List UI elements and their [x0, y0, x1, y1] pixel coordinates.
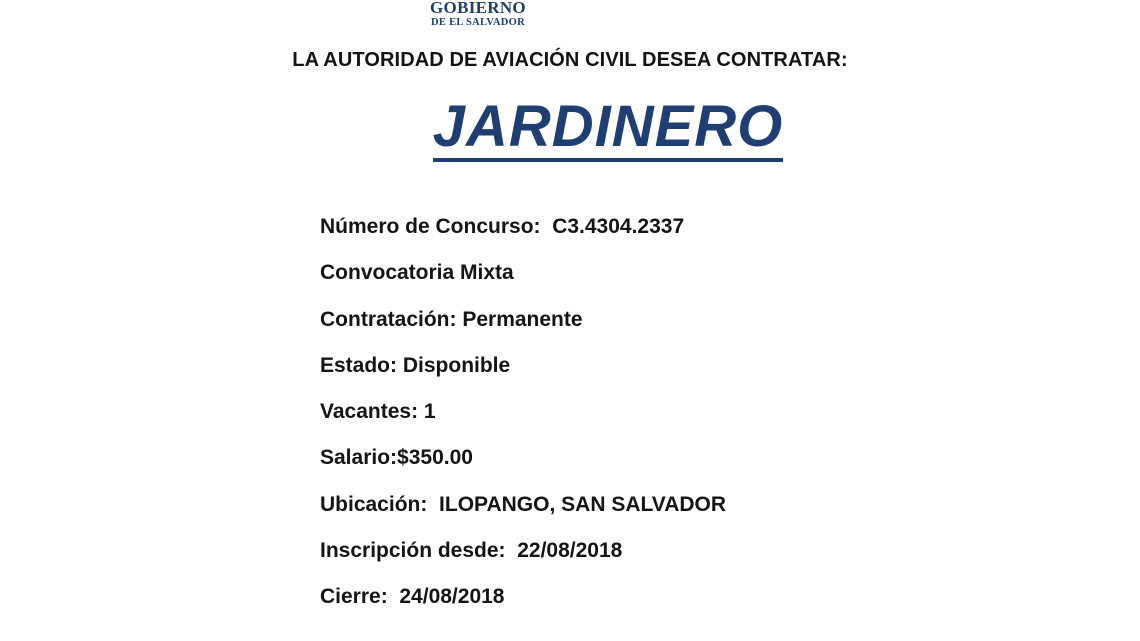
detail-value: 22/08/2018 [517, 539, 623, 563]
detail-contest-number [320, 212, 726, 258]
detail-salary [320, 443, 726, 489]
detail-value: Permanente [462, 307, 583, 331]
detail-label: Estado: [320, 353, 398, 377]
detail-label: Contratación: [320, 307, 457, 331]
detail-label: Salario: [320, 446, 398, 470]
detail-closing-date [320, 582, 726, 628]
detail-value: 24/08/2018 [399, 585, 505, 609]
detail-value: 1 [423, 400, 436, 424]
government-logo [418, 0, 538, 29]
detail-label: Vacantes: [320, 400, 419, 424]
detail-label: Número de Concurso: [320, 215, 541, 238]
detail-label: Convocatoria Mixta [320, 261, 514, 285]
detail-value: C3.4304.2337 [552, 215, 685, 238]
logo-line-2: DE EL SALVADOR [430, 17, 526, 28]
detail-label: Ubicación: [320, 492, 428, 516]
detail-hiring-type [320, 305, 726, 351]
detail-registration-start [320, 536, 726, 582]
detail-value: $350.00 [397, 446, 473, 470]
logo-line-1: GOBIERNO [430, 0, 526, 17]
detail-vacancies [320, 397, 726, 443]
detail-label: Inscripción desde: [320, 539, 506, 563]
detail-status [320, 351, 726, 397]
detail-label: Cierre: [320, 585, 388, 609]
detail-value: ILOPANGO, SAN SALVADOR [439, 492, 727, 516]
job-details-list [320, 212, 726, 629]
detail-value: Disponible [402, 353, 511, 377]
detail-location [320, 490, 726, 536]
headline: LA AUTORIDAD DE AVIACIÓN CIVIL DESEA CONTRATAR: [292, 49, 848, 71]
job-title-container [0, 94, 1140, 162]
detail-call-type [320, 258, 726, 304]
job-title: JARDINERO [433, 98, 784, 162]
